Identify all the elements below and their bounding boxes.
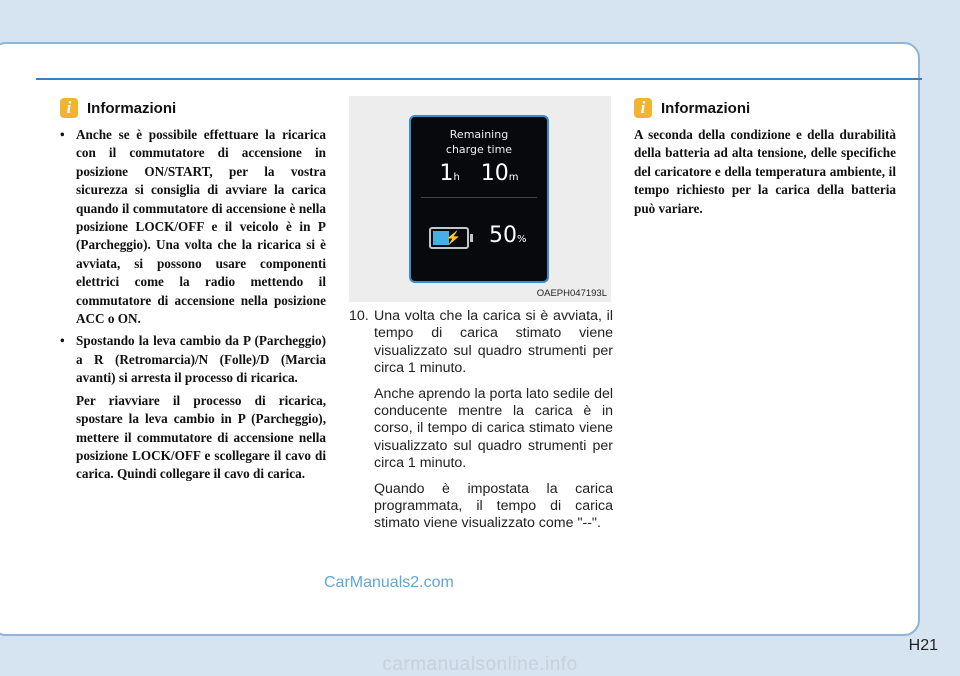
header-rule: [36, 78, 922, 80]
info-box-right: [634, 96, 896, 218]
bullet-item: [60, 126, 326, 328]
page-number: H21: [908, 637, 938, 654]
figure-code: OAEPH047193L: [536, 288, 607, 299]
hours-value: 1: [439, 161, 454, 186]
info-icon: i: [60, 98, 78, 118]
step-10: [349, 308, 613, 378]
display-title-line2: charge time: [445, 143, 513, 156]
cluster-figure: [349, 96, 611, 302]
info-header-left: [60, 96, 326, 120]
info-title: Informazioni: [87, 99, 177, 117]
watermark-link[interactable]: CarManuals2.com: [324, 574, 454, 591]
battery-icon: [429, 227, 469, 249]
step-paragraph: Quando è impostata la carica programmata, il tempo di carica stimato viene visualizzato come "--".: [374, 480, 613, 532]
percent-value: 50: [489, 223, 517, 248]
bullet-dot: •: [60, 127, 65, 142]
step-number: 10.: [349, 308, 369, 324]
charging-bolt-icon: ⚡: [445, 230, 462, 245]
charge-percent: [489, 223, 527, 248]
info-icon: i: [634, 98, 652, 118]
display-title-line1: Remaining: [449, 128, 509, 141]
footer-watermark: carmanualsonline.info: [382, 654, 578, 675]
bullet-text: Spostando la leva cambio da P (Parcheggio) a R (Retromarcia)/N (Folle)/D (Marcia avanti) si arresta il processo di ricarica.: [76, 333, 326, 386]
info-header-right: [634, 96, 896, 120]
bullet-item: [60, 332, 326, 387]
info-text: A seconda della condizione e della durabilità della batteria ad alta tensione, delle specifiche del caricatore e della temperatura ambiente, il tempo richiesto per la carica della batteria può variare.: [634, 127, 896, 216]
info-title: Informazioni: [661, 99, 751, 117]
info-box-left: [60, 96, 326, 484]
display-title: [411, 127, 547, 157]
bullet-paragraph: Per riavviare il processo di ricarica, spostare la leva cambio in P (Parcheggio), mettere il commutatore di accensione nella posizione LOCK/OFF e scollegare il cavo di carica. Quindi collegare il cavo di carica.: [76, 392, 326, 482]
cluster-display: [409, 115, 549, 283]
step-paragraph: Anche aprendo la porta lato sedile del conducente mentre la carica è in corso, il tempo di carica stimato viene visualizzato sul quadro strumenti per circa 1 minuto.: [374, 385, 613, 472]
remaining-time: [411, 161, 547, 186]
step-text: Una volta che la carica si è avviata, il tempo di carica stimato viene visualizzato sul quadro strumenti per circa 1 minuto.: [374, 308, 613, 377]
bullet-text: Anche se è possibile effettuare la ricarica con il commutatore di accensione in posizione ON/START, per la vostra sicurezza si consiglia di avviare la carica quando il commutatore di accensione è nella posizione LOCK/OFF e il veicolo è in P (Parcheggio). Una volta che la ricarica si è avviata, si possono usare componenti elettrici come la radio mettendo il commutatore di accensione nella posizione ACC o ON.: [76, 127, 326, 327]
display-divider: [421, 197, 537, 198]
minutes-value: 10: [480, 161, 509, 186]
step-section: [349, 308, 613, 533]
bullet-dot: •: [60, 333, 65, 349]
minutes-unit: m: [508, 172, 519, 183]
hours-unit: h: [453, 172, 460, 183]
percent-unit: %: [517, 234, 527, 245]
